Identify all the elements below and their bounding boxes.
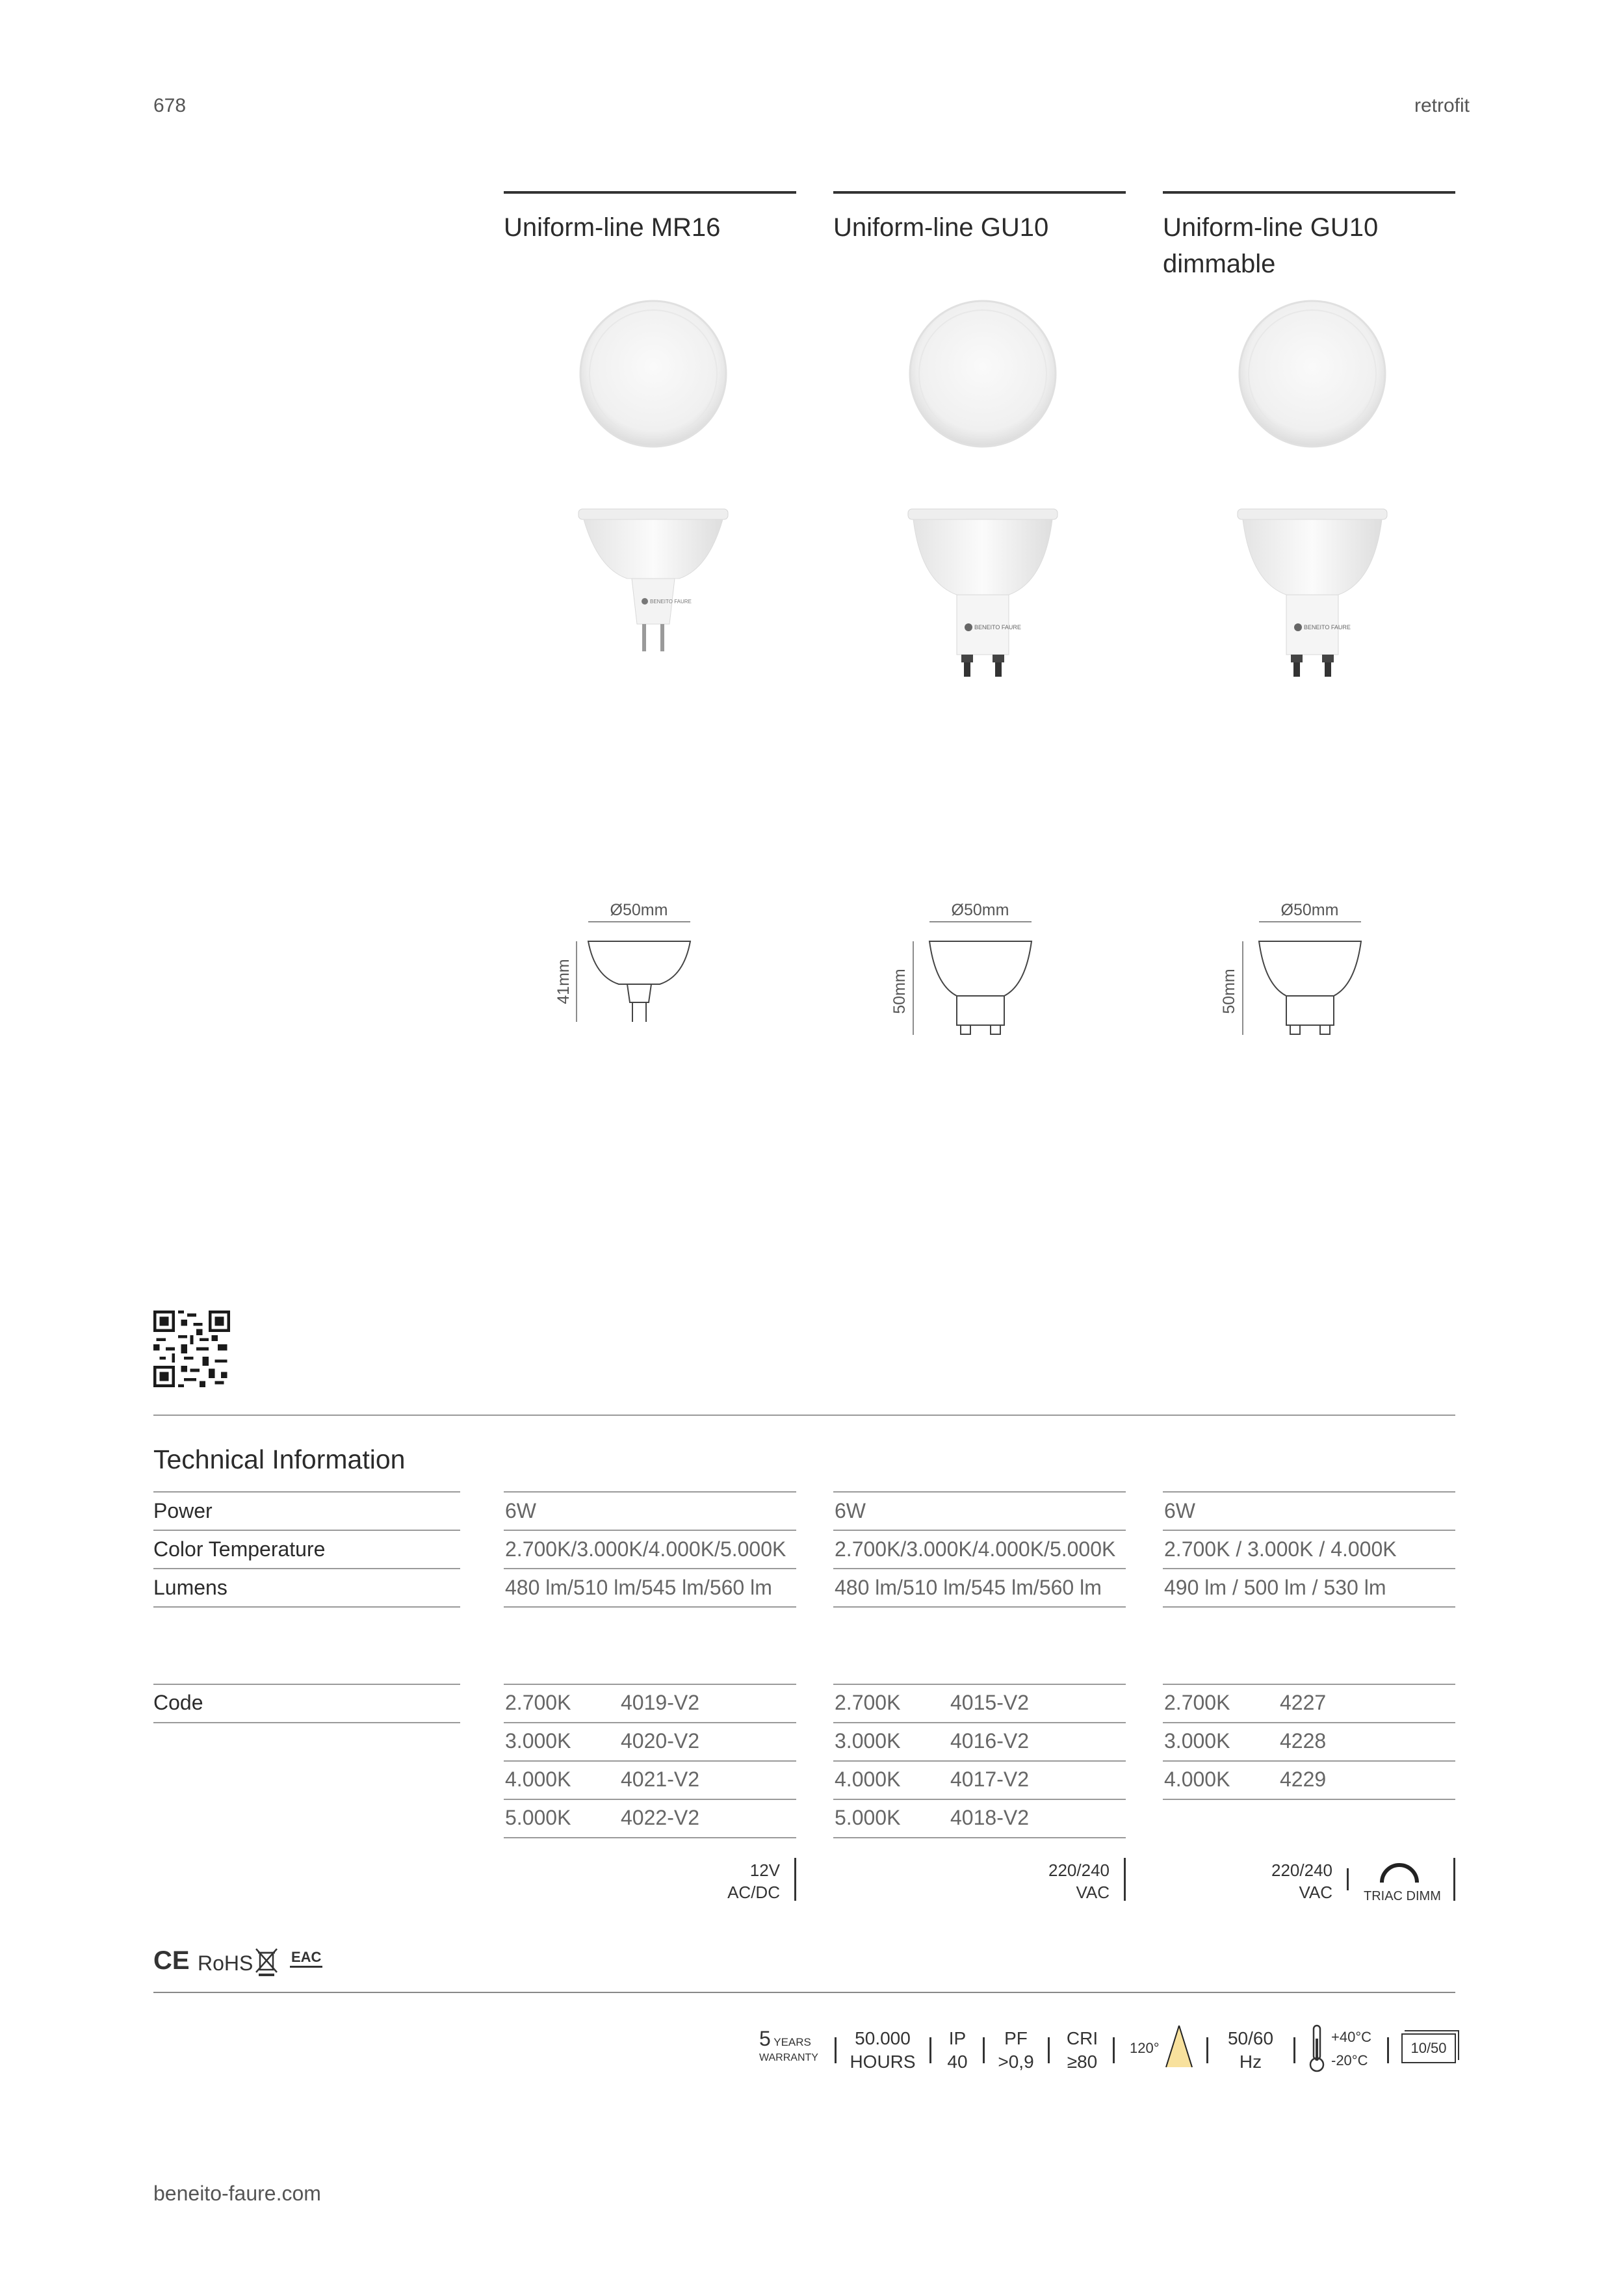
label-code: Code	[153, 1691, 203, 1714]
svg-text:BENEITO FAURE: BENEITO FAURE	[974, 624, 1021, 631]
code-temp: 4.000K	[835, 1768, 901, 1791]
beam-angle-label: 120°	[1130, 2040, 1160, 2056]
cri-badge: CRI ≥80	[1066, 2028, 1098, 2072]
row-rule	[153, 1722, 460, 1723]
row-rule	[153, 1684, 460, 1685]
row-rule	[504, 1491, 796, 1493]
voltage-bar	[1347, 1868, 1349, 1890]
thermometer-icon	[1308, 2023, 1326, 2074]
svg-text:Ø50mm: Ø50mm	[1280, 901, 1339, 919]
product-code: 4016-V2	[950, 1729, 1029, 1753]
svg-text:BENEITO FAURE: BENEITO FAURE	[1304, 624, 1351, 631]
power-value: 6W	[505, 1499, 536, 1522]
row-rule	[504, 1837, 796, 1838]
row-rule	[833, 1722, 1126, 1723]
feature-separator	[983, 2037, 985, 2063]
product-code: 4019-V2	[621, 1691, 699, 1714]
gu10-dimmable-side-image	[1231, 504, 1394, 692]
row-rule	[1163, 1568, 1455, 1569]
warranty-badge: 5 YEARS WARRANTY	[759, 2027, 818, 2063]
row-rule	[153, 1568, 460, 1569]
voltage-label: 220/240 VAC	[1048, 1860, 1110, 1902]
svg-text:50mm: 50mm	[890, 969, 909, 1014]
row-rule	[833, 1837, 1126, 1838]
product-3-title: Uniform-line GU10 dimmable	[1163, 213, 1379, 278]
color-temperature-value: 2.700K/3.000K/4.000K/5.000K	[835, 1537, 1116, 1561]
row-rule	[504, 1568, 796, 1569]
gu10-side-image	[902, 504, 1064, 692]
product-code: 4017-V2	[950, 1768, 1029, 1791]
gu10-dimension-drawing	[877, 897, 1072, 1066]
rohs-mark: RoHS	[198, 1951, 253, 1975]
product-code: 4227	[1280, 1691, 1327, 1714]
code-temp: 5.000K	[505, 1806, 571, 1829]
hours-badge: 50.000 HOURS	[850, 2028, 916, 2072]
product-1-rule	[504, 191, 796, 194]
row-rule	[833, 1606, 1126, 1608]
feature-separator	[929, 2037, 931, 2063]
section-name: retrofit	[1414, 95, 1470, 116]
svg-text:50mm: 50mm	[1220, 969, 1238, 1014]
code-temp: 2.700K	[835, 1691, 901, 1714]
row-rule	[1163, 1606, 1455, 1608]
row-rule	[153, 1491, 460, 1493]
voltage-bar	[1124, 1858, 1126, 1901]
voltage-label: 12V AC/DC	[727, 1860, 780, 1902]
label-lumens: Lumens	[153, 1576, 227, 1599]
voltage-label: 220/240 VAC	[1271, 1860, 1332, 1902]
label-color-temperature: Color Temperature	[153, 1537, 326, 1561]
row-rule	[504, 1684, 796, 1685]
row-rule	[504, 1799, 796, 1800]
code-temp: 2.700K	[505, 1691, 571, 1714]
code-temp: 5.000K	[835, 1806, 901, 1829]
row-rule	[833, 1491, 1126, 1493]
row-rule	[504, 1530, 796, 1531]
packaging-box-icon: 10/50	[1401, 2033, 1456, 2063]
row-rule	[1163, 1684, 1455, 1685]
color-temperature-value: 2.700K / 3.000K / 4.000K	[1164, 1537, 1397, 1561]
temperature-range: +40°C -20°C	[1331, 2029, 1372, 2068]
ce-mark: CE	[153, 1946, 190, 1975]
code-temp: 2.700K	[1164, 1691, 1230, 1714]
feature-separator	[1293, 2037, 1295, 2063]
code-temp: 4.000K	[1164, 1768, 1230, 1791]
lumens-value: 480 lm/510 lm/545 lm/560 lm	[505, 1576, 772, 1599]
svg-text:Ø50mm: Ø50mm	[951, 901, 1009, 919]
row-rule	[504, 1606, 796, 1608]
gu10-dimmable-dimension-drawing	[1207, 897, 1402, 1066]
feature-separator	[1206, 2037, 1208, 2063]
svg-text:Ø50mm: Ø50mm	[610, 901, 668, 919]
feature-separator	[1387, 2037, 1389, 2063]
row-rule	[1163, 1530, 1455, 1531]
product-code: 4022-V2	[621, 1806, 699, 1829]
row-rule	[504, 1722, 796, 1723]
row-rule	[153, 1606, 460, 1608]
svg-text:41mm: 41mm	[554, 959, 573, 1004]
code-temp: 3.000K	[1164, 1729, 1230, 1753]
feature-separator	[835, 2037, 837, 2063]
voltage-bar	[1453, 1858, 1455, 1901]
mr16-dimension-drawing	[546, 897, 741, 1053]
product-code: 4020-V2	[621, 1729, 699, 1753]
feature-separator	[1113, 2037, 1115, 2063]
product-3-rule	[1163, 191, 1455, 194]
pf-badge: PF >0,9	[998, 2028, 1034, 2072]
qr-code[interactable]	[153, 1311, 230, 1387]
product-1-title: Uniform-line MR16	[504, 213, 721, 242]
row-rule	[504, 1760, 796, 1762]
color-temperature-value: 2.700K/3.000K/4.000K/5.000K	[505, 1537, 786, 1561]
row-rule	[833, 1799, 1126, 1800]
technical-title: Technical Information	[153, 1444, 406, 1474]
voltage-bar	[794, 1858, 796, 1901]
mr16-side-image	[572, 504, 734, 692]
product-code: 4018-V2	[950, 1806, 1029, 1829]
mr16-front-image	[575, 296, 731, 452]
dimmable-icon	[1377, 1859, 1422, 1885]
feature-separator	[1048, 2037, 1050, 2063]
lumens-value: 490 lm / 500 lm / 530 lm	[1164, 1576, 1386, 1599]
row-rule	[1163, 1799, 1455, 1800]
row-rule	[833, 1530, 1126, 1531]
gu10-dimmable-front-image	[1234, 296, 1390, 452]
eac-mark: EAC	[290, 1949, 322, 1968]
row-rule	[833, 1568, 1126, 1569]
svg-text:BENEITO FAURE: BENEITO FAURE	[650, 599, 692, 605]
page-number: 678	[153, 95, 187, 116]
product-code: 4021-V2	[621, 1768, 699, 1791]
label-power: Power	[153, 1499, 213, 1522]
ip-badge: IP 40	[947, 2028, 968, 2072]
row-rule	[833, 1760, 1126, 1762]
product-code: 4229	[1280, 1768, 1327, 1791]
beam-angle-icon	[1163, 2023, 1195, 2070]
technical-divider	[153, 1415, 1455, 1416]
row-rule	[1163, 1760, 1455, 1762]
power-value: 6W	[1164, 1499, 1195, 1522]
website-link[interactable]: beneito-faure.com	[153, 2182, 321, 2205]
frequency-badge: 50/60 Hz	[1227, 2028, 1274, 2072]
code-temp: 4.000K	[505, 1768, 571, 1791]
product-2-title: Uniform-line GU10	[833, 213, 1049, 242]
product-2-rule	[833, 191, 1126, 194]
features-divider	[153, 1992, 1455, 1993]
dimming-label: TRIAC DIMM	[1364, 1889, 1441, 1903]
gu10-front-image	[905, 296, 1061, 452]
product-code: 4228	[1280, 1729, 1327, 1753]
weee-bin-icon	[255, 1946, 278, 1977]
row-rule	[1163, 1722, 1455, 1723]
power-value: 6W	[835, 1499, 866, 1522]
product-code: 4015-V2	[950, 1691, 1029, 1714]
lumens-value: 480 lm/510 lm/545 lm/560 lm	[835, 1576, 1102, 1599]
row-rule	[153, 1530, 460, 1531]
row-rule	[833, 1684, 1126, 1685]
code-temp: 3.000K	[505, 1729, 571, 1753]
row-rule	[1163, 1491, 1455, 1493]
code-temp: 3.000K	[835, 1729, 901, 1753]
